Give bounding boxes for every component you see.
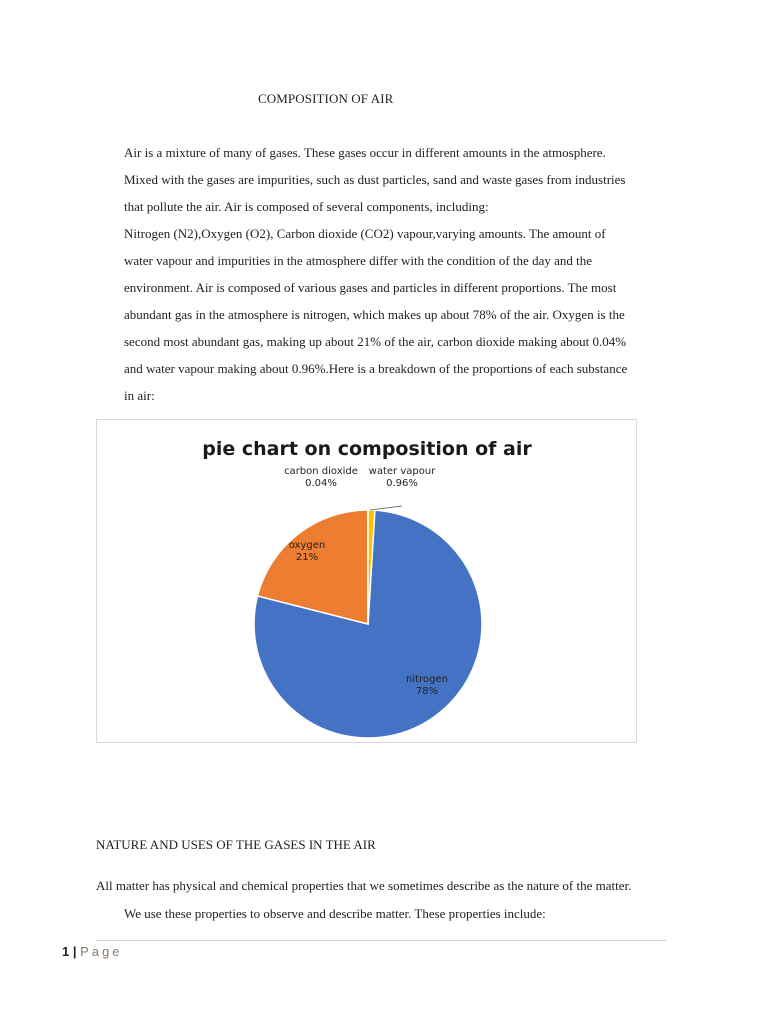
pie-label-name: water vapour bbox=[368, 466, 436, 477]
pie-chart bbox=[96, 419, 637, 743]
section-heading: NATURE AND USES OF THE GASES IN THE AIR bbox=[96, 837, 376, 852]
pie-label-name: carbon dioxide bbox=[284, 466, 358, 477]
intro-line: second most abundant gas, making up about 21% of the air, carbon dioxide making about 0.04% bbox=[124, 334, 627, 349]
body-line: We use these properties to observe and describe matter. These properties include: bbox=[124, 906, 546, 921]
pie-chart-svg bbox=[97, 420, 638, 744]
pie-label-name: oxygen bbox=[288, 540, 326, 551]
pie-label-value: 21% bbox=[295, 552, 319, 563]
pie-label-value: 0.04% bbox=[305, 478, 337, 489]
body-paragraph bbox=[96, 872, 736, 928]
intro-line: water vapour and impurities in the atmosphere differ with the condition of the day and the bbox=[124, 253, 592, 268]
page-number: 1 bbox=[62, 944, 70, 959]
intro-line: in air: bbox=[124, 388, 155, 403]
pie-label-value: 0.96% bbox=[386, 478, 418, 489]
footer-divider bbox=[96, 940, 666, 941]
intro-line: Mixed with the gases are impurities, such as dust particles, sand and waste gases from industries bbox=[124, 172, 626, 187]
chart-title: pie chart on composition of air bbox=[202, 438, 532, 460]
intro-line: abundant gas in the atmosphere is nitrogen, which makes up about 78% of the air. Oxygen is the bbox=[124, 307, 625, 322]
intro-line: Air is a mixture of many of gases. These gases occur in different amounts in the atmosphere. bbox=[124, 145, 606, 160]
pie-label-value: 78% bbox=[415, 686, 439, 697]
intro-paragraph bbox=[124, 139, 714, 409]
footer-separator: | bbox=[72, 944, 77, 959]
body-line: All matter has physical and chemical properties that we sometimes describe as the nature of the matter. bbox=[96, 878, 632, 893]
leader-line bbox=[370, 506, 402, 510]
intro-line: Nitrogen (N2),Oxygen (O2), Carbon dioxide (CO2) vapour,varying amounts. The amount of bbox=[124, 226, 606, 241]
page-footer bbox=[62, 944, 123, 959]
page-word: Page bbox=[80, 944, 123, 959]
intro-line: and water vapour making about 0.96%.Here is a breakdown of the proportions of each substance bbox=[124, 361, 628, 376]
pie-label-name: nitrogen bbox=[406, 674, 448, 685]
document-title: COMPOSITION OF AIR bbox=[258, 91, 394, 106]
intro-line: that pollute the air. Air is composed of several components, including: bbox=[124, 199, 489, 214]
intro-line: environment. Air is composed of various gases and particles in different proportions. The most bbox=[124, 280, 617, 295]
